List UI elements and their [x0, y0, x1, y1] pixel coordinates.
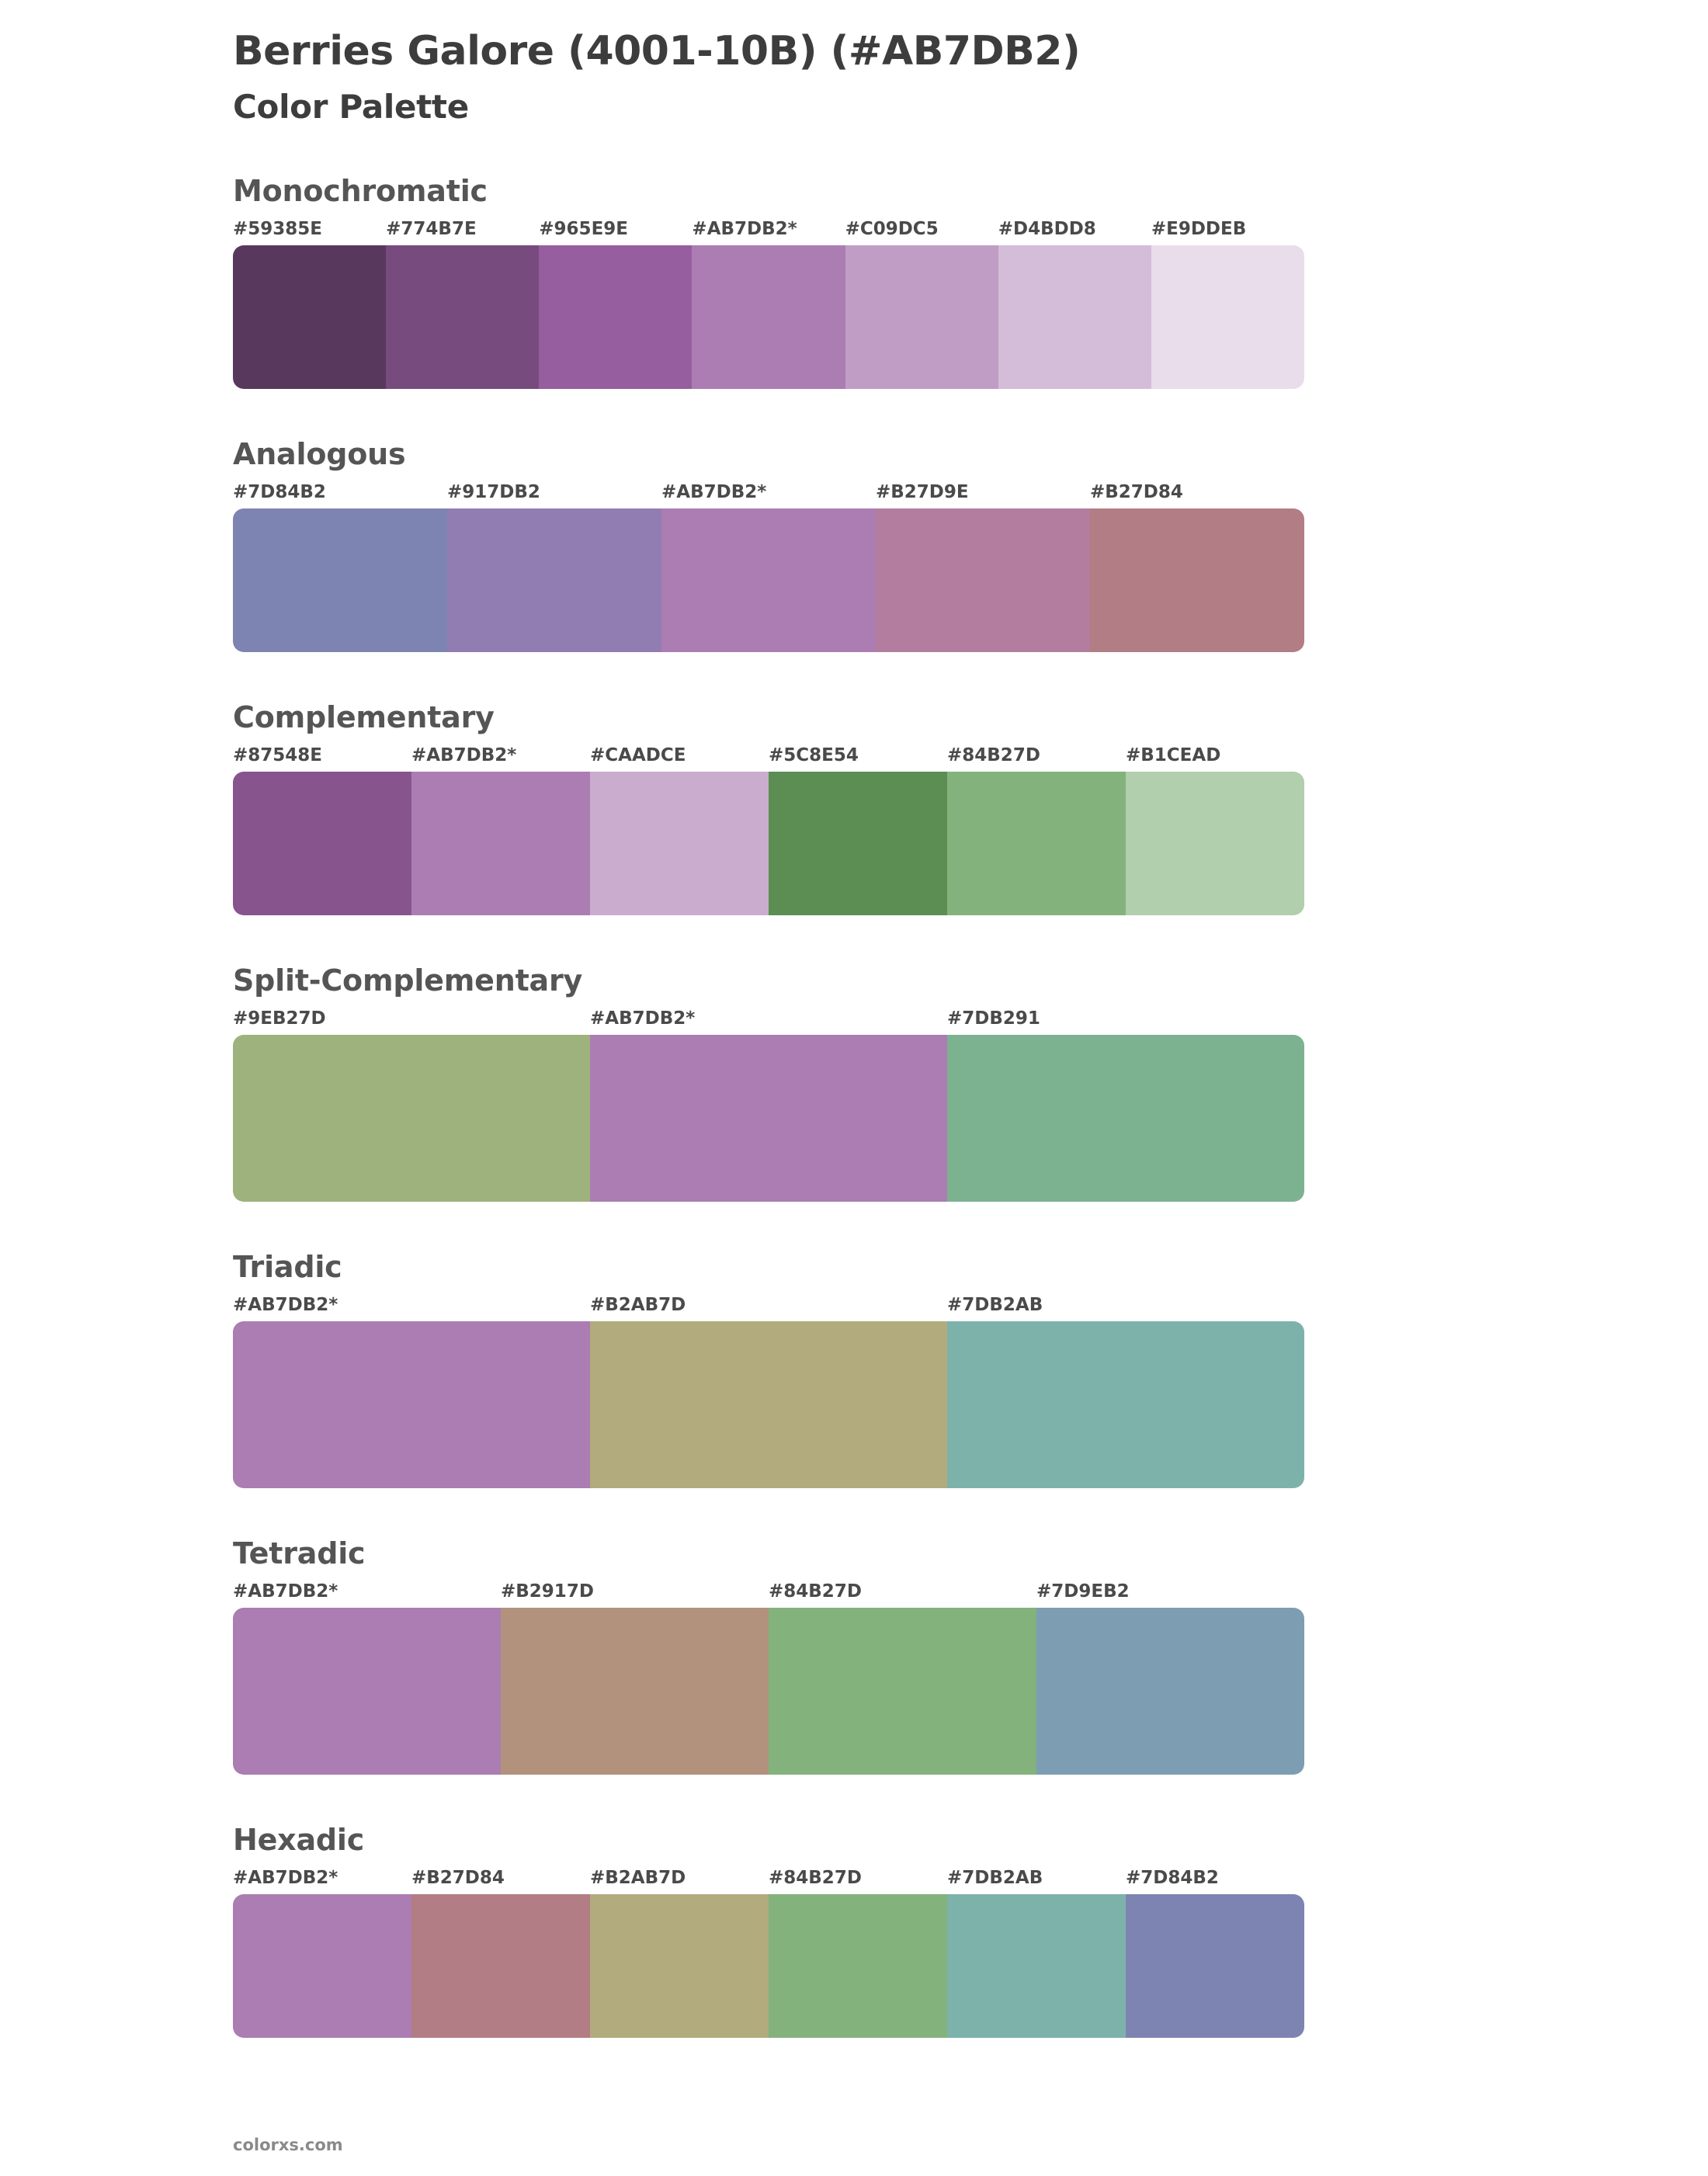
color-swatch[interactable]	[845, 245, 998, 389]
swatch-hex-label: #AB7DB2*	[692, 219, 797, 239]
swatch-hex-label: #B27D84	[1090, 482, 1183, 502]
swatch-row	[233, 1035, 1304, 1202]
site-footer: colorxs.com	[233, 2136, 343, 2154]
color-swatch[interactable]	[233, 1894, 411, 2038]
color-swatch[interactable]	[947, 1321, 1304, 1488]
swatch-label-row	[233, 1868, 1304, 1894]
swatch-hex-label: #84B27D	[769, 1581, 862, 1602]
color-swatch[interactable]	[233, 772, 411, 915]
palette-sections	[0, 174, 1708, 2086]
color-swatch[interactable]	[876, 508, 1090, 652]
palette-section	[0, 1823, 1708, 2086]
swatch-hex-label: #B27D9E	[876, 482, 969, 502]
color-swatch[interactable]	[233, 1321, 590, 1488]
color-swatch[interactable]	[411, 1894, 590, 2038]
swatch-hex-label: #AB7DB2*	[590, 1008, 696, 1029]
swatch-hex-label: #7D9EB2	[1036, 1581, 1130, 1602]
swatch-hex-label: #84B27D	[769, 1868, 862, 1888]
swatch-hex-label: #E9DDEB	[1151, 219, 1247, 239]
color-swatch[interactable]	[769, 772, 947, 915]
color-swatch[interactable]	[233, 1035, 590, 1202]
swatch-hex-label: #59385E	[233, 219, 322, 239]
section-title: Hexadic	[233, 1823, 365, 1857]
color-swatch[interactable]	[590, 1321, 947, 1488]
swatch-hex-label: #B2917D	[501, 1581, 594, 1602]
color-swatch[interactable]	[590, 1894, 769, 2038]
swatch-row	[233, 1894, 1304, 2038]
color-swatch[interactable]	[539, 245, 692, 389]
color-swatch[interactable]	[590, 772, 769, 915]
color-swatch[interactable]	[1090, 508, 1304, 652]
swatch-hex-label: #AB7DB2*	[233, 1581, 338, 1602]
swatch-label-row	[233, 1008, 1304, 1035]
swatch-hex-label: #B1CEAD	[1126, 745, 1221, 765]
swatch-hex-label: #7DB291	[947, 1008, 1040, 1029]
color-swatch[interactable]	[661, 508, 876, 652]
swatch-hex-label: #D4BDD8	[998, 219, 1096, 239]
swatch-hex-label: #B2AB7D	[590, 1295, 686, 1315]
swatch-hex-label: #7D84B2	[1126, 1868, 1219, 1888]
swatch-row	[233, 508, 1304, 652]
page-title: Berries Galore (4001-10B) (#AB7DB2)	[233, 28, 1081, 75]
section-title: Analogous	[233, 437, 406, 471]
color-swatch[interactable]	[233, 508, 447, 652]
swatch-hex-label: #7D84B2	[233, 482, 326, 502]
palette-section	[0, 1536, 1708, 1823]
color-swatch[interactable]	[590, 1035, 947, 1202]
swatch-hex-label: #CAADCE	[590, 745, 686, 765]
section-title: Split-Complementary	[233, 963, 583, 998]
swatch-label-row	[233, 482, 1304, 508]
color-swatch[interactable]	[501, 1608, 769, 1775]
swatch-label-row	[233, 219, 1304, 245]
color-swatch[interactable]	[692, 245, 845, 389]
section-title: Monochromatic	[233, 174, 488, 208]
swatch-hex-label: #B2AB7D	[590, 1868, 686, 1888]
swatch-hex-label: #7DB2AB	[947, 1868, 1043, 1888]
color-swatch[interactable]	[947, 772, 1126, 915]
color-swatch[interactable]	[447, 508, 661, 652]
color-swatch[interactable]	[1036, 1608, 1304, 1775]
palette-section	[0, 963, 1708, 1250]
color-swatch[interactable]	[947, 1035, 1304, 1202]
swatch-hex-label: #774B7E	[386, 219, 477, 239]
page-subtitle: Color Palette	[233, 88, 469, 126]
swatch-row	[233, 245, 1304, 389]
palette-section	[0, 1250, 1708, 1536]
color-swatch[interactable]	[411, 772, 590, 915]
swatch-hex-label: #AB7DB2*	[661, 482, 767, 502]
color-swatch[interactable]	[1151, 245, 1304, 389]
swatch-hex-label: #5C8E54	[769, 745, 859, 765]
swatch-hex-label: #965E9E	[539, 219, 628, 239]
swatch-label-row	[233, 745, 1304, 772]
swatch-hex-label: #B27D84	[411, 1868, 505, 1888]
color-swatch[interactable]	[769, 1608, 1036, 1775]
swatch-label-row	[233, 1295, 1304, 1321]
color-swatch[interactable]	[233, 245, 386, 389]
palette-section	[0, 437, 1708, 700]
swatch-hex-label: #87548E	[233, 745, 322, 765]
swatch-row	[233, 1321, 1304, 1488]
palette-section	[0, 700, 1708, 963]
swatch-hex-label: #AB7DB2*	[233, 1295, 338, 1315]
swatch-hex-label: #917DB2	[447, 482, 540, 502]
section-title: Tetradic	[233, 1536, 366, 1570]
swatch-hex-label: #AB7DB2*	[233, 1868, 338, 1888]
color-swatch[interactable]	[998, 245, 1151, 389]
color-swatch[interactable]	[1126, 772, 1304, 915]
section-title: Complementary	[233, 700, 495, 734]
swatch-row	[233, 772, 1304, 915]
color-swatch[interactable]	[233, 1608, 501, 1775]
swatch-label-row	[233, 1581, 1304, 1608]
palette-section	[0, 174, 1708, 437]
swatch-hex-label: #84B27D	[947, 745, 1040, 765]
section-title: Triadic	[233, 1250, 342, 1284]
swatch-row	[233, 1608, 1304, 1775]
swatch-hex-label: #7DB2AB	[947, 1295, 1043, 1315]
color-swatch[interactable]	[1126, 1894, 1304, 2038]
color-swatch[interactable]	[386, 245, 539, 389]
swatch-hex-label: #AB7DB2*	[411, 745, 517, 765]
swatch-hex-label: #C09DC5	[845, 219, 939, 239]
color-swatch[interactable]	[947, 1894, 1126, 2038]
color-swatch[interactable]	[769, 1894, 947, 2038]
swatch-hex-label: #9EB27D	[233, 1008, 326, 1029]
